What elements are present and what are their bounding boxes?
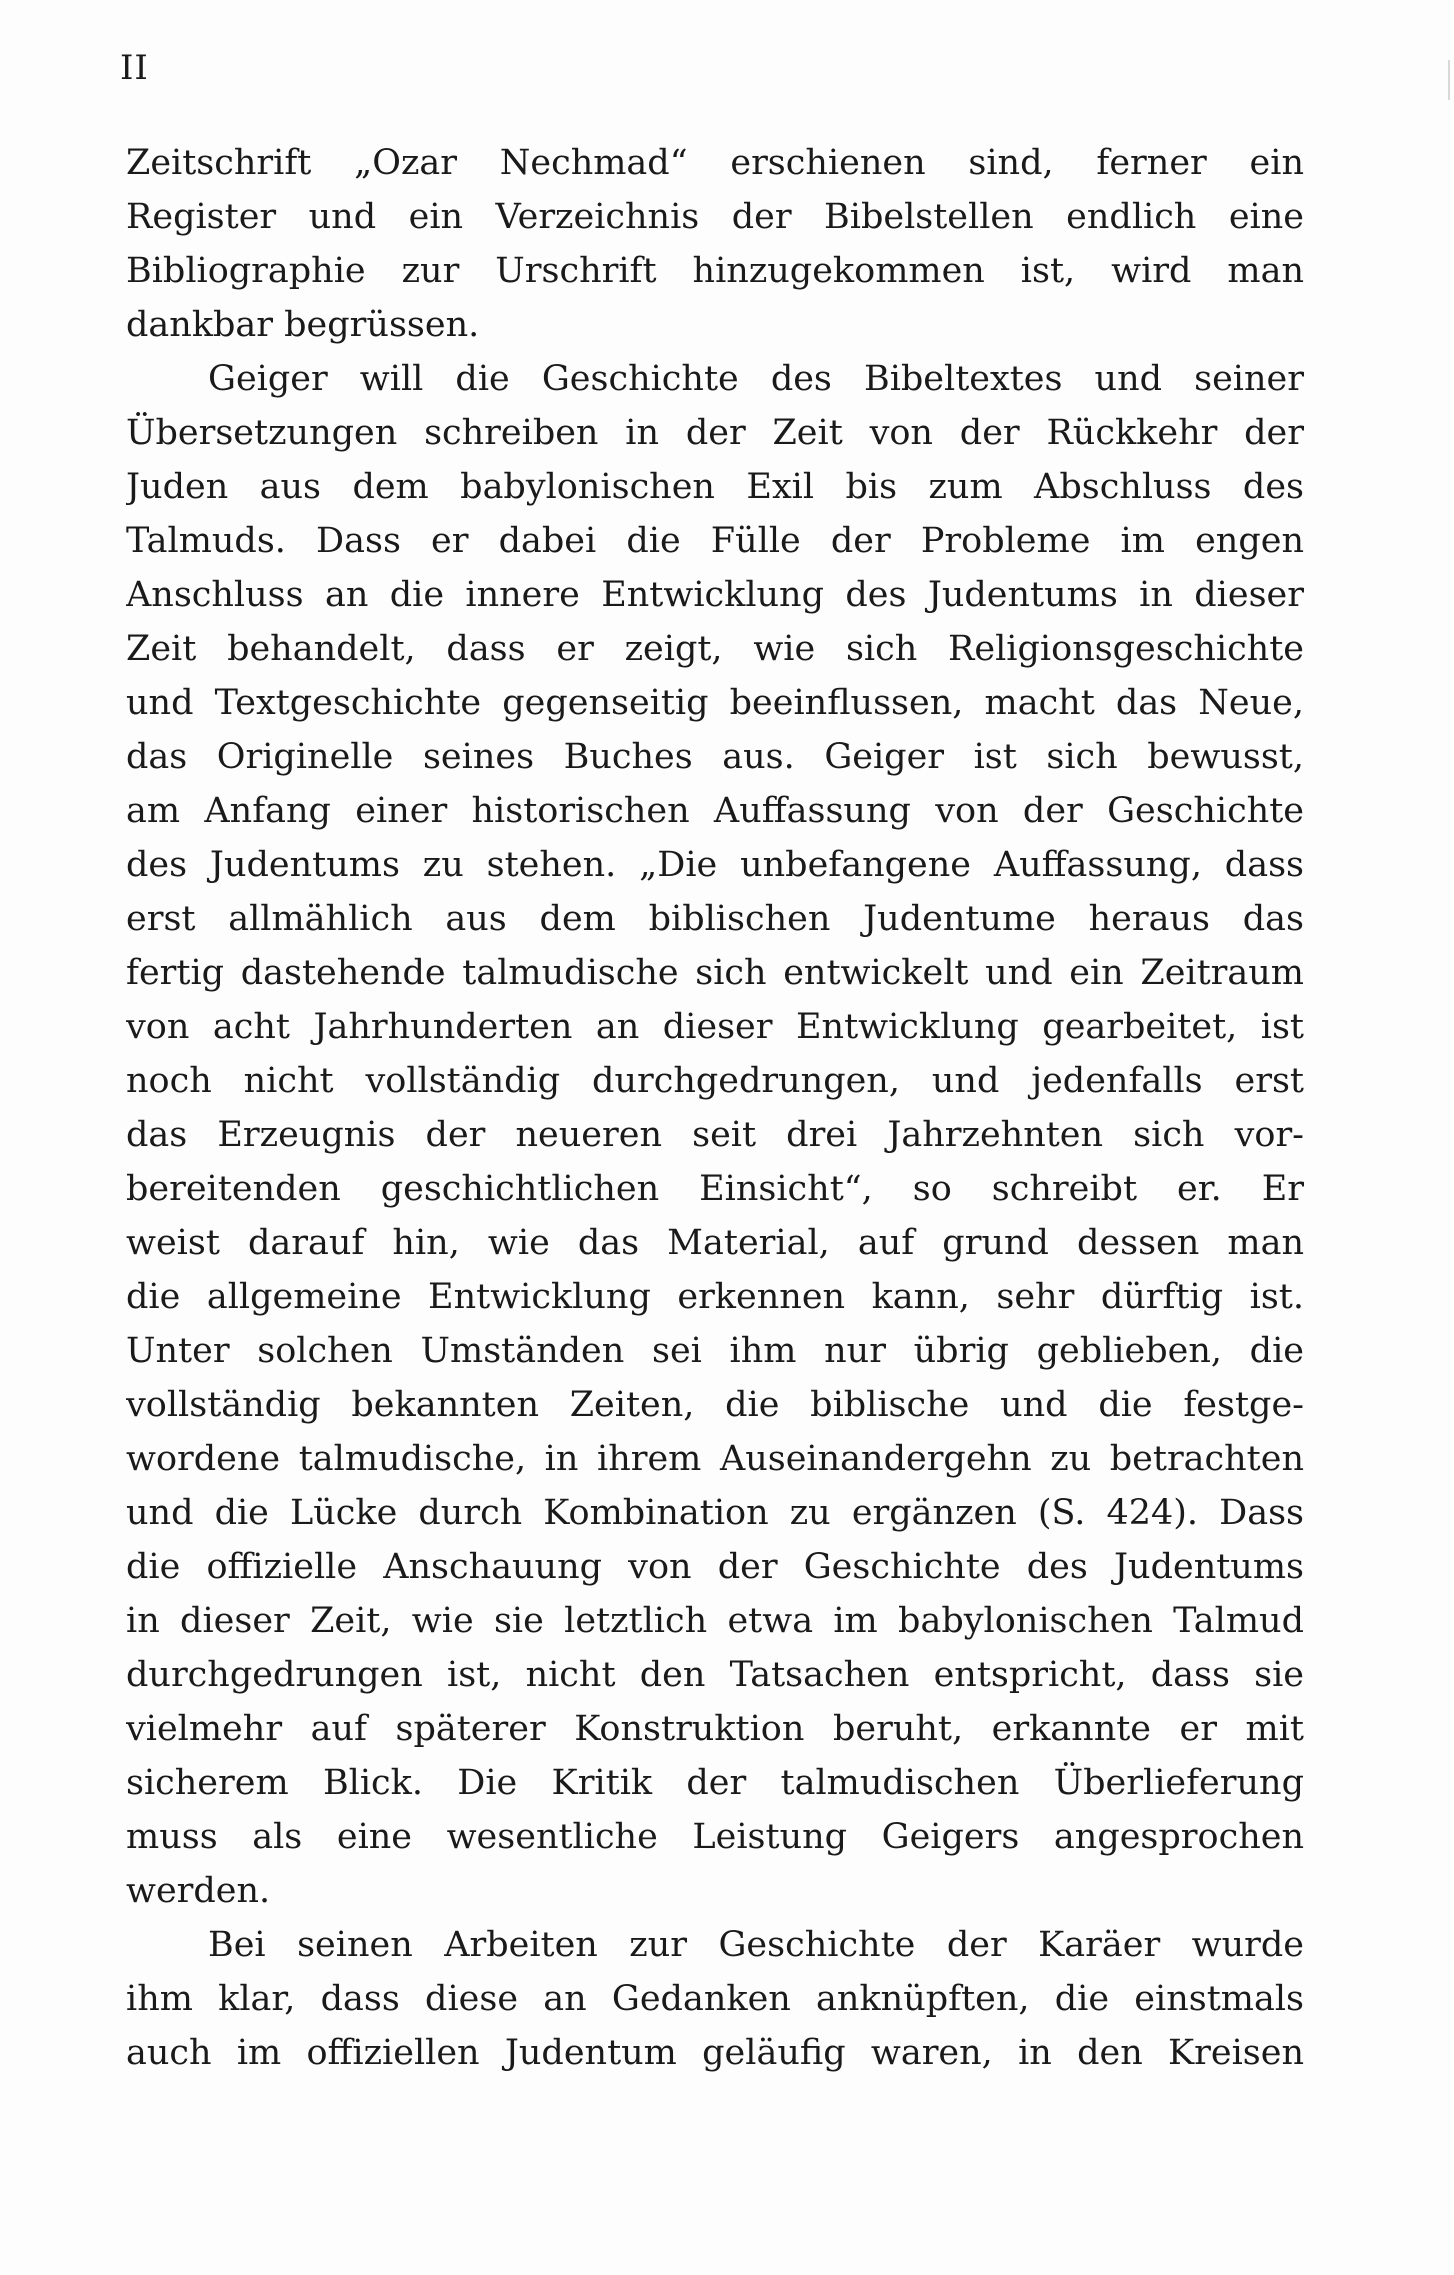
text-line: Bei seinen Arbeiten zur Geschichte der Karäer wurde [208, 1925, 1304, 1965]
page-number: II [120, 48, 149, 88]
text-line: Übersetzungen schreiben in der Zeit von der Rückkehr der [126, 413, 1304, 453]
text-line: Zeitschrift „Ozar Nechmad“ erschienen sind, ferner ein [126, 143, 1304, 183]
text-line: in dieser Zeit, wie sie letztlich etwa im babylonischen Talmud [126, 1601, 1304, 1641]
text-line: Geiger will die Geschichte des Bibeltextes und seiner [208, 359, 1304, 399]
text-line: das Originelle seines Buches aus. Geiger ist sich bewusst, [126, 737, 1304, 777]
text-line: Anschluss an die innere Entwicklung des Judentums in dieser [126, 575, 1304, 615]
text-line: Zeit behandelt, dass er zeigt, wie sich Religionsgeschichte [126, 629, 1304, 669]
text-line: wordene talmudische, in ihrem Auseinandergehn zu betrachten [126, 1439, 1304, 1479]
text-line: Register und ein Verzeichnis der Bibelstellen endlich eine [126, 197, 1304, 237]
text-line: Bibliographie zur Urschrift hinzugekommen ist, wird man [126, 251, 1304, 291]
text-line: ihm klar, dass diese an Gedanken anknüpften, die einstmals [126, 1979, 1304, 2019]
text-line: und Textgeschichte gegenseitig beeinflussen, macht das Neue, [126, 683, 1304, 723]
text-line: die offizielle Anschauung von der Geschichte des Judentums [126, 1547, 1304, 1587]
text-line: das Erzeugnis der neueren seit drei Jahrzehnten sich vor- [126, 1115, 1304, 1155]
text-line: durchgedrungen ist, nicht den Tatsachen entspricht, dass sie [126, 1655, 1304, 1695]
text-line: muss als eine wesentliche Leistung Geigers angesprochen [126, 1817, 1304, 1857]
text-line: weist darauf hin, wie das Material, auf grund dessen man [126, 1223, 1304, 1263]
text-line: werden. [126, 1871, 271, 1911]
text-line: Juden aus dem babylonischen Exil bis zum Abschluss des [126, 467, 1304, 507]
text-line: fertig dastehende talmudische sich entwickelt und ein Zeitraum [126, 953, 1304, 993]
text-line: noch nicht vollständig durchgedrungen, und jedenfalls erst [126, 1061, 1304, 1101]
text-line: bereitenden geschichtlichen Einsicht“, so schreibt er. Er [126, 1169, 1304, 1209]
text-line: die allgemeine Entwicklung erkennen kann, sehr dürftig ist. [126, 1277, 1304, 1317]
text-line: am Anfang einer historischen Auffassung von der Geschichte [126, 791, 1304, 831]
paragraph [126, 1918, 1304, 2080]
paragraph [126, 136, 1304, 352]
text-line: von acht Jahrhunderten an dieser Entwicklung gearbeitet, ist [126, 1007, 1304, 1047]
text-line: sicherem Blick. Die Kritik der talmudischen Überlieferung [126, 1763, 1304, 1803]
text-line: und die Lücke durch Kombination zu ergänzen (S. 424). Dass [126, 1493, 1304, 1533]
body-text [126, 136, 1304, 2080]
text-line: vollständig bekannten Zeiten, die biblische und die festge- [126, 1385, 1304, 1425]
text-line: erst allmählich aus dem biblischen Judentume heraus das [126, 899, 1304, 939]
scan-edge-mark [1448, 60, 1450, 100]
text-line: auch im offiziellen Judentum geläufig waren, in den Kreisen [126, 2033, 1304, 2073]
text-line: Talmuds. Dass er dabei die Fülle der Probleme im engen [126, 521, 1304, 561]
text-line: dankbar begrüssen. [126, 305, 480, 345]
text-line: vielmehr auf späterer Konstruktion beruht, erkannte er mit [126, 1709, 1304, 1749]
paragraph [126, 352, 1304, 1918]
text-line: Unter solchen Umständen sei ihm nur übrig geblieben, die [126, 1331, 1304, 1371]
text-line: des Judentums zu stehen. „Die unbefangene Auffassung, dass [126, 845, 1304, 885]
